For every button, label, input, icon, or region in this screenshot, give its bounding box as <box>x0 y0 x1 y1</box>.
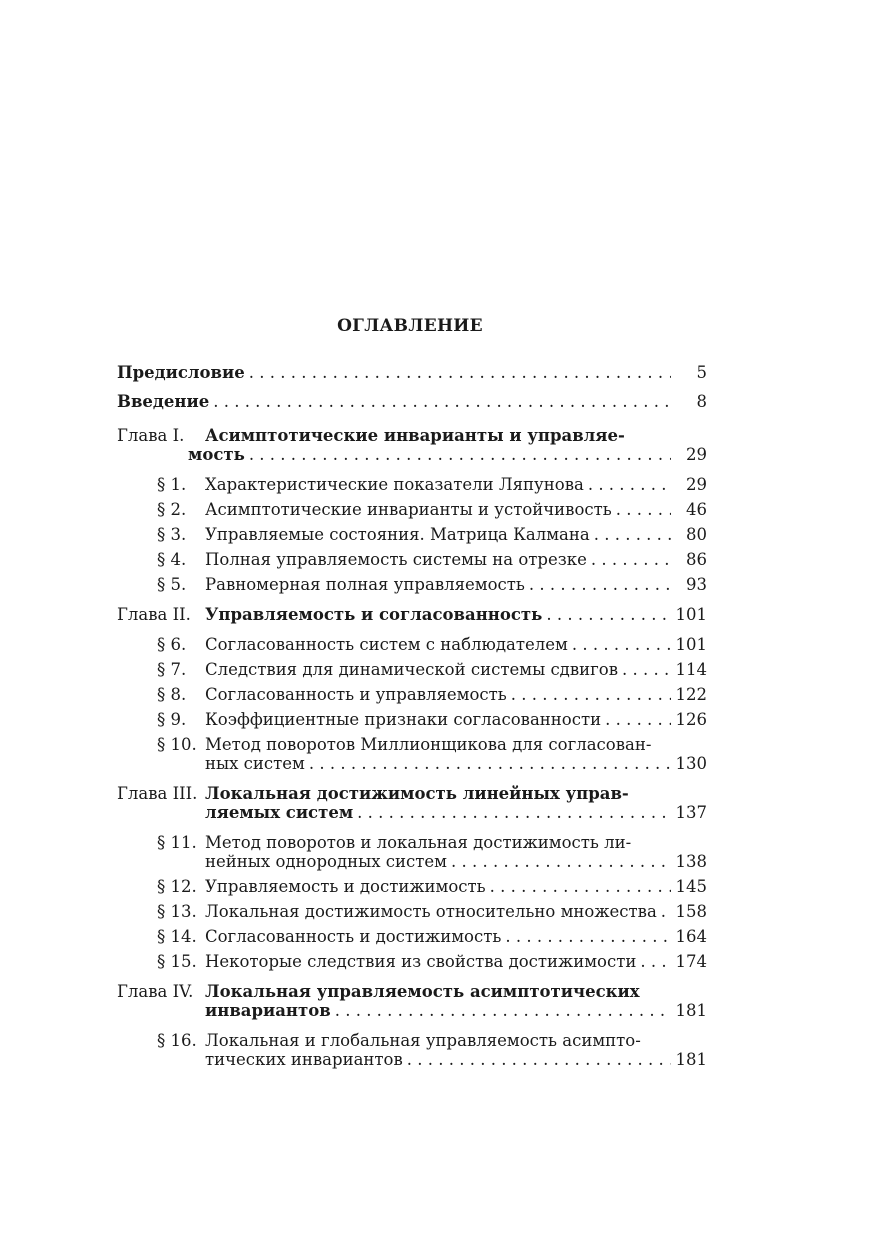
toc-section-4[interactable] <box>117 547 707 572</box>
leader-dots <box>407 1047 671 1072</box>
section-label-line1: Метод поворотов и локальная достижимость ли- <box>205 833 632 852</box>
toc-section-7[interactable] <box>117 657 707 682</box>
toc-page: 101 <box>675 605 707 624</box>
section-number: § 11. <box>157 833 197 852</box>
toc-page: 137 <box>675 803 707 822</box>
section-label: Управляемость и достижимость <box>205 877 486 896</box>
chapter-prefix: Глава III. <box>117 784 198 803</box>
toc-page: 138 <box>675 852 707 871</box>
leader-dots <box>546 602 671 627</box>
toc-page: 114 <box>675 660 707 679</box>
toc-chapter-3-cont[interactable] <box>117 800 707 825</box>
toc-label: Введение <box>117 392 210 411</box>
toc-page: 101 <box>675 635 707 654</box>
leader-dots <box>640 949 671 974</box>
toc-section-14[interactable] <box>117 924 707 949</box>
toc-page: 164 <box>675 927 707 946</box>
section-number: § 3. <box>157 525 187 544</box>
section-number: § 12. <box>157 877 197 896</box>
toc-section-9[interactable] <box>117 707 707 732</box>
section-label-line1: Локальная и глобальная управляемость асимпто- <box>205 1031 641 1050</box>
section-label: Согласованность и достижимость <box>205 927 502 946</box>
section-number: § 10. <box>157 735 197 754</box>
section-label: Асимптотические инварианты и устойчивость <box>205 500 612 519</box>
toc-section-8[interactable] <box>117 682 707 707</box>
leader-dots <box>616 497 671 522</box>
section-number: § 5. <box>157 575 187 594</box>
toc-page: 130 <box>675 754 707 773</box>
leader-dots <box>309 751 671 776</box>
toc-chapter-2[interactable] <box>117 602 707 627</box>
section-number: § 15. <box>157 952 197 971</box>
section-number: § 9. <box>157 710 187 729</box>
section-number: § 14. <box>157 927 197 946</box>
section-label: Полная управляемость системы на отрезке <box>205 550 587 569</box>
chapter-title-line1: Асимптотические инварианты и управляе- <box>205 426 625 445</box>
chapter-title-line1: Управляемость и согласованность <box>205 605 543 624</box>
toc-page: 93 <box>686 575 707 594</box>
toc-section-12[interactable] <box>117 874 707 899</box>
toc-section-2[interactable] <box>117 497 707 522</box>
section-label: Некоторые следствия из свойства достижимости <box>205 952 637 971</box>
chapter-title-line2: инвариантов <box>205 1001 331 1020</box>
toc-section-6[interactable] <box>117 632 707 657</box>
toc-chapter-4-cont[interactable] <box>117 998 707 1023</box>
section-label-line1: Метод поворотов Миллионщикова для согласован- <box>205 735 652 754</box>
toc-section-13[interactable] <box>117 899 707 924</box>
chapter-prefix: Глава II. <box>117 605 191 624</box>
toc-entry-intro[interactable] <box>117 389 707 414</box>
toc-page: 8 <box>696 392 707 411</box>
leader-dots <box>213 389 671 414</box>
toc-page: 5 <box>696 363 707 382</box>
toc-page: 181 <box>675 1001 707 1020</box>
toc-section-3[interactable] <box>117 522 707 547</box>
toc-page: 80 <box>686 525 707 544</box>
section-label: Управляемые состояния. Матрица Калмана <box>205 525 590 544</box>
section-label: Коэффициентные признаки согласованности <box>205 710 602 729</box>
section-label: Следствия для динамической системы сдвигов <box>205 660 618 679</box>
chapter-title-line1: Локальная достижимость линейных управ- <box>205 784 629 803</box>
leader-dots <box>588 472 671 497</box>
section-label: Равномерная полная управляемость <box>205 575 525 594</box>
toc-page: 145 <box>675 877 707 896</box>
leader-dots <box>591 547 671 572</box>
toc-page: 158 <box>675 902 707 921</box>
section-number: § 4. <box>157 550 187 569</box>
toc-section-1[interactable] <box>117 472 707 497</box>
section-label: Согласованность и управляемость <box>205 685 507 704</box>
section-number: § 8. <box>157 685 187 704</box>
section-label-line2: ных систем <box>205 754 305 773</box>
toc-entry-preface[interactable] <box>117 360 707 385</box>
section-number: § 16. <box>157 1031 197 1050</box>
leader-dots <box>529 572 671 597</box>
leader-dots <box>605 707 671 732</box>
section-number: § 7. <box>157 660 187 679</box>
toc-section-10-cont[interactable] <box>117 751 707 776</box>
chapter-prefix: Глава IV. <box>117 982 194 1001</box>
toc-page: 86 <box>686 550 707 569</box>
leader-dots <box>249 442 671 467</box>
section-label-line2: тических инвариантов <box>205 1050 403 1069</box>
section-number: § 13. <box>157 902 197 921</box>
section-number: § 1. <box>157 475 187 494</box>
leader-dots <box>661 899 671 924</box>
leader-dots <box>335 998 671 1023</box>
toc-chapter-1-cont[interactable] <box>117 442 707 467</box>
section-label: Согласованность систем с наблюдателем <box>205 635 568 654</box>
toc-page: 122 <box>675 685 707 704</box>
chapter-title-line2: мость <box>188 445 245 464</box>
toc-page: 29 <box>686 445 707 464</box>
chapter-prefix: Глава I. <box>117 426 185 445</box>
toc-section-15[interactable] <box>117 949 707 974</box>
page-title: ОГЛАВЛЕНИЕ <box>337 316 483 336</box>
toc-section-11-cont[interactable] <box>117 849 707 874</box>
toc-page: 29 <box>686 475 707 494</box>
toc-section-16-cont[interactable] <box>117 1047 707 1072</box>
leader-dots <box>357 800 671 825</box>
leader-dots <box>490 874 671 899</box>
section-label: Характеристические показатели Ляпунова <box>205 475 584 494</box>
section-number: § 6. <box>157 635 187 654</box>
chapter-title-line1: Локальная управляемость асимптотических <box>205 982 640 1001</box>
section-label-line2: нейных однородных систем <box>205 852 448 871</box>
toc-page: 126 <box>675 710 707 729</box>
leader-dots <box>511 682 671 707</box>
toc-page: 174 <box>675 952 707 971</box>
chapter-title-line2: ляемых систем <box>205 803 354 822</box>
toc-page: 181 <box>675 1050 707 1069</box>
toc-label: Предисловие <box>117 363 245 382</box>
toc-section-5[interactable] <box>117 572 707 597</box>
section-number: § 2. <box>157 500 187 519</box>
section-label: Локальная достижимость относительно множества <box>205 902 657 921</box>
leader-dots <box>249 360 671 385</box>
toc-page: 46 <box>686 500 707 519</box>
table-of-contents <box>117 360 707 1072</box>
leader-dots <box>594 522 671 547</box>
leader-dots <box>622 657 671 682</box>
leader-dots <box>451 849 671 874</box>
leader-dots <box>505 924 671 949</box>
leader-dots <box>572 632 671 657</box>
